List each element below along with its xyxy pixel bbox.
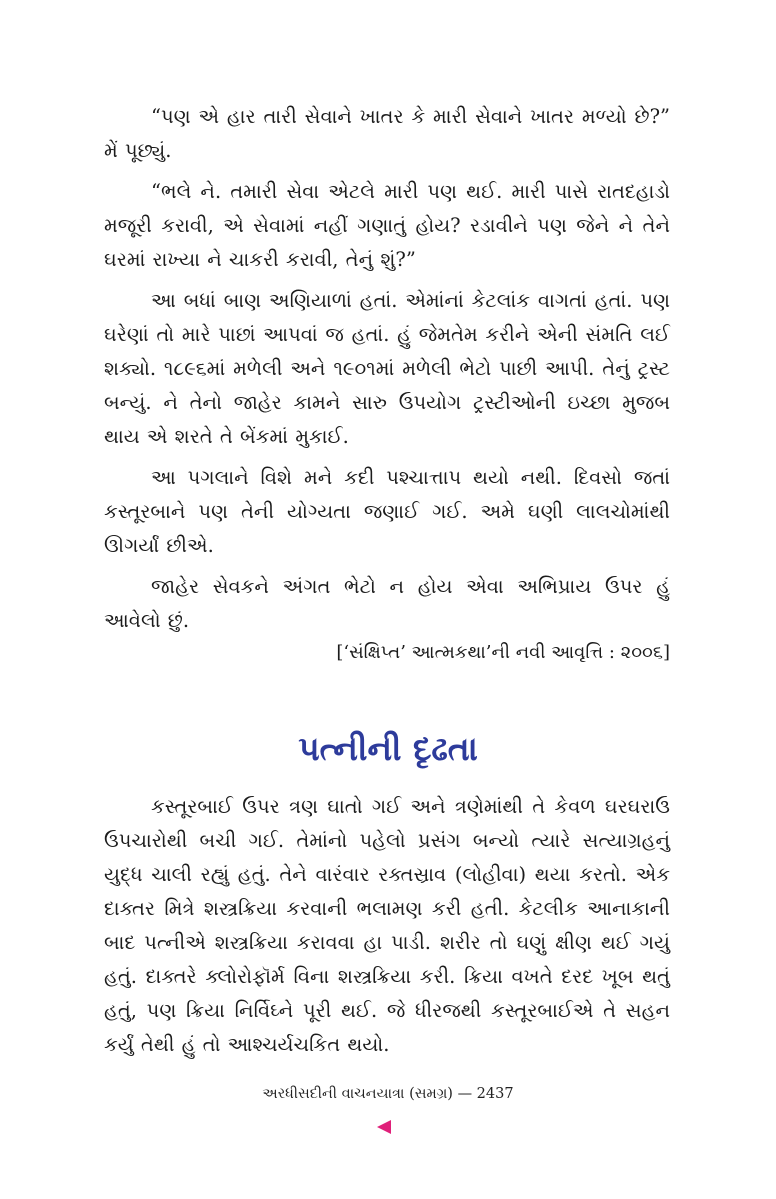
- paragraph: જાહેર સેવકને અંગત ભેટો ન હોય એવા અભિપ્રાય ઉપર હું આવેલો છું.: [104, 575, 670, 632]
- page-footer: અરધીસદીની વાચનયાત્રા (સમગ્ર) — 2437: [262, 1086, 514, 1102]
- section-2-body: [104, 790, 670, 1062]
- paragraph: કસ્તૂરબાઈ ઉપર ત્રણ ઘાતો ગઈ અને ત્રણેમાંથી તે કેવળ ઘરઘરાઉ ઉપચારોથી બચી ગઈ. તેમાંનો પહેલો પ્રસંગ બન્યો ત્યારે સત્યાગ્રહનું યુદ્ધ ચાલી રહ્યું હતું. તેને વારંવાર રક્તસ્રાવ (લોહીવા) થયા કરતો. એક દાક્તર મિત્રે શસ્ત્રક્રિયા કરવાની ભલામણ કરી હતી. કેટલીક આનાકાની બાદ પત્નીએ શસ્ત્રક્રિયા કરાવવા હા પાડી. શરીર તો ઘણું ક્ષીણ થઈ ગયું હતું. દાક્તરે ક્લોરોફૉર્મ વિના શસ્ત્રક્રિયા કરી. ક્રિયા વખતે દરદ ખૂબ થતું હતું, પણ ક્રિયા નિર્વિઘ્ને પૂરી થઈ. જે ધીરજથી કસ્તૂરબાઈએ તે સહન કર્યું તેથી હું તો આશ્ચર્યચકિત થયો.: [104, 795, 670, 1056]
- source-citation: [‘સંક્ષિપ્ત’ આત્મકથા’ની નવી આવૃત્તિ : ૨૦૦૬]: [336, 642, 670, 663]
- paragraph: આ પગલાને વિશે મને કદી પશ્ચાત્તાપ થયો નથી. દિવસો જતાં કસ્તૂરબાને પણ તેની યોગ્યતા જણાઈ ગઈ. અમે ઘણી લાલચોમાંથી ઊગર્યાં છીએ.: [104, 466, 670, 557]
- section-1-body: [104, 100, 670, 638]
- chapter-title: પત્નીની દૃઢતા: [298, 729, 478, 768]
- paragraph: આ બધાં બાણ અણિયાળાં હતાં. એમાંનાં કેટલાંક વાગતાં હતાં. પણ ઘરેણાં તો મારે પાછાં આપવાં જ હતાં. હું જેમતેમ કરીને એની સંમતિ લઈ શક્યો. ૧૮૯૬માં મળેલી અને ૧૯૦૧માં મળેલી ભેટો પાછી આપી. તેનું ટ્રસ્ટ બન્યું. ને તેનો જાહેર કામને સારુ ઉપયોગ ટ્રસ્ટીઓની ઇચ્છા મુજબ થાય એ શરતે તે બેંકમાં મુકાઈ.: [104, 289, 670, 448]
- paragraph: “ભલે ને. તમારી સેવા એટલે મારી પણ થઈ. મારી પાસે રાતદહાડો મજૂરી કરાવી, એ સેવામાં નહીં ગણાતું હોય? રડાવીને પણ જેને ને તેને ઘરમાં રાખ્યા ને ચાકરી કરાવી, તેનું શું?”: [104, 180, 670, 271]
- left-triangle-icon[interactable]: [377, 1120, 391, 1134]
- paragraph: “પણ એ હાર તારી સેવાને ખાતર કે મારી સેવાને ખાતર મળ્યો છે?” મેં પૂછ્યું.: [104, 105, 670, 162]
